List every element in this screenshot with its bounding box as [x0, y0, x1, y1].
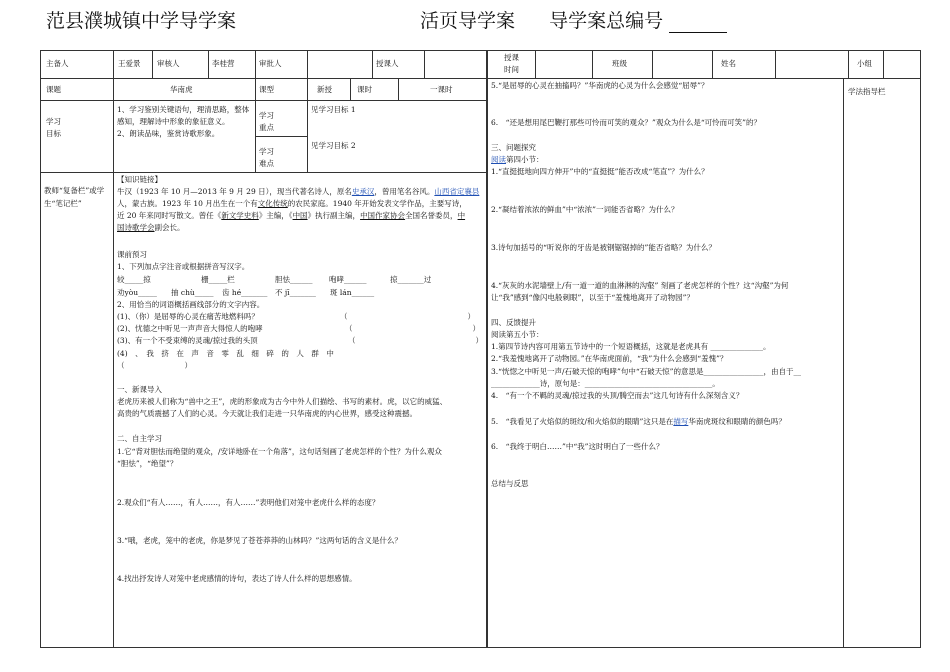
sentence-4: (4) 、 我 挤 在 声 音 零 乱 细 碎 的 人 群 中 — [117, 349, 334, 358]
bio-line-2: 人，蒙古族。1923 年 10 月出生在一个有文化传统的农民家庭。1940 年开始发表文学作品，主要写诗， — [117, 199, 467, 208]
bio-line-3: 近 20 年来同时写散文。曾任《新文学史料》主编，《中国》执行副主编，中国作家协会全国名誉委员，中 — [117, 211, 466, 220]
method-column-label: 学法指导栏 — [848, 87, 886, 96]
link-journal[interactable]: 新文学史料 — [221, 211, 259, 220]
preview-q2: 2、用恰当的词语概括画线部分的文字内容。 — [117, 300, 265, 309]
pinyin-2c: 齿 hé_______ — [222, 288, 268, 297]
self-study-title: 二、自主学习 — [117, 434, 162, 443]
link-culture[interactable]: 文化传统 — [257, 199, 288, 208]
feedback-q6: 6. “我终于明白……”中“我”这时明白了一些什么？ — [491, 442, 664, 451]
key-label-2: 重点 — [259, 123, 274, 132]
link-describe[interactable]: 描写 — [673, 417, 689, 426]
feedback-q1: 1.第四节诗内容可用第五节诗中的一个短语概括，这就是老虎具有 ______________。 — [491, 342, 771, 351]
feedback-q3-line-1: 3.“恍惚之中听见一声/石破天惊的咆哮”句中“石破天惊”的意思是________________，由自于__ — [491, 367, 802, 376]
explore-q1: 1.“直挺挺地向四方伸开”中的“直挺挺”能否改成“笔直”？为什么？ — [491, 167, 709, 176]
pinyin-1d: 咆哮______ — [329, 275, 367, 284]
explore-q2: 2.“凝结着浓浓的鲜血”中“浓浓”一词能否省略？为什么？ — [491, 205, 679, 214]
bio-line-4: 国诗歌学会副会长。 — [117, 223, 185, 232]
name-label: 姓名 — [721, 59, 736, 68]
hours-value: 一课时 — [430, 85, 453, 94]
sentence-3: (3)、有一个不受束缚的灵魂/掠过我的头顶 — [117, 336, 258, 345]
group-label: 小组 — [857, 59, 872, 68]
preparer-label: 主备人 — [46, 59, 69, 68]
goal-2: 2、朗读品味，鉴赏诗歌形象。 — [117, 129, 220, 138]
pinyin-1a: 较_____掠 — [117, 275, 151, 284]
goal-label-2: 目标 — [46, 129, 61, 138]
type-label: 课型 — [259, 85, 274, 94]
self-q2: 2.观众们“有人……，有人……，有人……”表明他们对笼中老虎什么样的态度？ — [117, 498, 380, 507]
feedback-read: 阅读第五小节： — [491, 330, 544, 339]
serial-blank[interactable] — [669, 14, 727, 33]
pinyin-1b: 栅_____栏 — [201, 275, 235, 284]
feedback-q2: 2.“我羞愧地离开了动物园。”在华南虎面前，“我”为什么会感到“羞愧”？ — [491, 354, 728, 363]
self-q1-line-1: 1.它“背对胆怯而绝望的观众，/安详地卧在一个角落”，这句话刻画了老虎怎样的个性？为什么观众 — [117, 447, 442, 456]
explore-q4-line-1: 4.“灰灰的水泥墙壁上/有一道一道的血淋淋的沟壑” 刻画了老虎怎样的个性？这“沟壑”为何 — [491, 281, 789, 290]
goal-1: 1、学习鉴别关键语句，理清思路，整体感知，理解诗中形象的象征意义。 — [117, 105, 250, 126]
key-value: 见学习目标 1 — [311, 105, 356, 114]
explore-q4-line-2: 让“我”感到“像闪电般刺眼”，以至于“羞愧地离开了动物园”？ — [491, 293, 695, 302]
diff-label-1: 学习 — [259, 147, 274, 156]
feedback-title: 四、反馈提升 — [491, 318, 536, 327]
answer-paren-3[interactable]: （ ） — [348, 336, 483, 345]
pinyin-1c: 胆怯______ — [275, 275, 313, 284]
feedback-q4: 4. “有一个不羁的灵魂/掠过我的头顶/腾空而去”这几句诗有什么深刻含义？ — [491, 391, 744, 400]
lecturer-label: 授课人 — [376, 59, 399, 68]
intro-line-1: 老虎历来被人们称为“兽中之王”，虎的形象成为古今中外人们描绘、书写的素材。虎，以它的威猛、 — [117, 397, 448, 406]
hours-label: 课时 — [357, 85, 372, 94]
goal-label-1: 学习 — [46, 117, 61, 126]
loose-leaf-title: 活页导学案 — [420, 10, 516, 32]
summary-label: 总结与反思 — [491, 479, 529, 488]
link-poetry-1[interactable]: 中 — [457, 211, 466, 220]
key-label-1: 学习 — [259, 111, 274, 120]
lesson-title: 华南虎 — [170, 85, 193, 94]
pinyin-2e: 斑 lán______ — [330, 288, 375, 297]
serial-label: 导学案总编号 — [549, 10, 664, 32]
preview-q1: 1、下列加点字注音或根据拼音写汉字。 — [117, 262, 250, 271]
preparer-name: 王爱景 — [118, 59, 141, 68]
right-q5: 5.“是屈辱的心灵在抽搐吗？”华南虎的心灵为什么会感觉“屈辱”？ — [491, 81, 709, 90]
diff-value: 见学习目标 2 — [311, 141, 356, 150]
teach-time-label-2: 时间 — [504, 65, 519, 74]
link-china[interactable]: 中国 — [292, 211, 308, 220]
self-q4: 4.找出抒发诗人对笼中老虎感情的诗句，表达了诗人什么样的思想感情。 — [117, 574, 357, 583]
answer-paren-1[interactable]: （ ） — [340, 312, 475, 321]
sentence-2: (2)、忧德之中听见一声声音大得惊人的咆哮 — [117, 324, 263, 333]
diff-label-2: 难点 — [259, 159, 274, 168]
approver-label: 审批人 — [259, 59, 282, 68]
bio-line-1: 牛汉（1923 年 10 月—2013 年 9 月 29 日），现当代著名诗人，原名史承汉，曾用笔名谷风。山西省定襄县 — [117, 187, 480, 196]
knowledge-title: 【知识链接】 — [117, 175, 162, 184]
reviewer-name: 李桂营 — [212, 59, 235, 68]
class-label: 班级 — [612, 59, 627, 68]
lesson-label: 课题 — [46, 85, 61, 94]
explore-q3: 3.诗句加括号的“听说你的牙齿是被钢锯锯掉的”能否省略？为什么？ — [491, 243, 716, 252]
preview-title: 课前预习 — [117, 250, 147, 259]
feedback-q5: 5. “我看见了火焰似的斑纹/和火焰似的眼睛”这只是在描写华南虎斑纹和眼睛的颜色吗？ — [491, 417, 786, 426]
intro-title: 一、新课导入 — [117, 385, 162, 394]
read-section-4: 阅读第四小节： — [491, 155, 544, 164]
self-q1-line-2: “胆怯”，“绝望”？ — [117, 459, 178, 468]
link-dingxiang[interactable]: 山西省定襄县 — [434, 187, 480, 196]
pinyin-2d: 不 jī_______ — [275, 288, 316, 297]
link-writers-assoc[interactable]: 中国作家协会 — [360, 211, 406, 220]
sentence-1: (1)、（你）是屈辱的心灵在痛苦地燃料吗？ — [117, 312, 259, 321]
type-value: 新授 — [317, 85, 332, 94]
answer-paren-4[interactable]: （ ） — [117, 361, 192, 370]
pinyin-2b: 抽 chù_____ — [171, 288, 214, 297]
school-title: 范县濮城镇中学导学案 — [46, 10, 237, 32]
self-q3: 3.“哦，老虎，笼中的老虎，你是梦见了苍苍莽莽的山林吗？”这两句话的含义是什么？ — [117, 536, 402, 545]
intro-line-2: 高贵的气质震撼了人们的心灵。今天就让我们走进一只华南虎的内心世界，感受这种震撼。 — [117, 409, 417, 418]
pinyin-1e: 掠_______过 — [390, 275, 432, 284]
link-shi-chenghan[interactable]: 史承汉 — [351, 187, 375, 196]
teach-time-label-1: 授课 — [504, 53, 519, 62]
pinyin-2a: 劝yòu_____ — [117, 288, 157, 297]
explore-title: 三、问题探究 — [491, 143, 536, 152]
link-read[interactable]: 阅读 — [491, 155, 506, 164]
answer-paren-2[interactable]: （ ） — [345, 324, 480, 333]
right-q6: 6. “还是想用尾巴鞭打那些可怜而可笑的观众？”观众为什么是“可怜而可笑”的？ — [491, 118, 761, 127]
feedback-q3-line-2: _____________诗，原句是：__________________________________。 — [491, 379, 720, 388]
notes-column-label: 教师“复备栏”或学生“笔记栏” — [44, 186, 105, 208]
sheet-title — [420, 6, 727, 33]
reviewer-label: 审核人 — [157, 59, 180, 68]
link-poetry-2[interactable]: 国诗歌学会 — [117, 223, 155, 232]
